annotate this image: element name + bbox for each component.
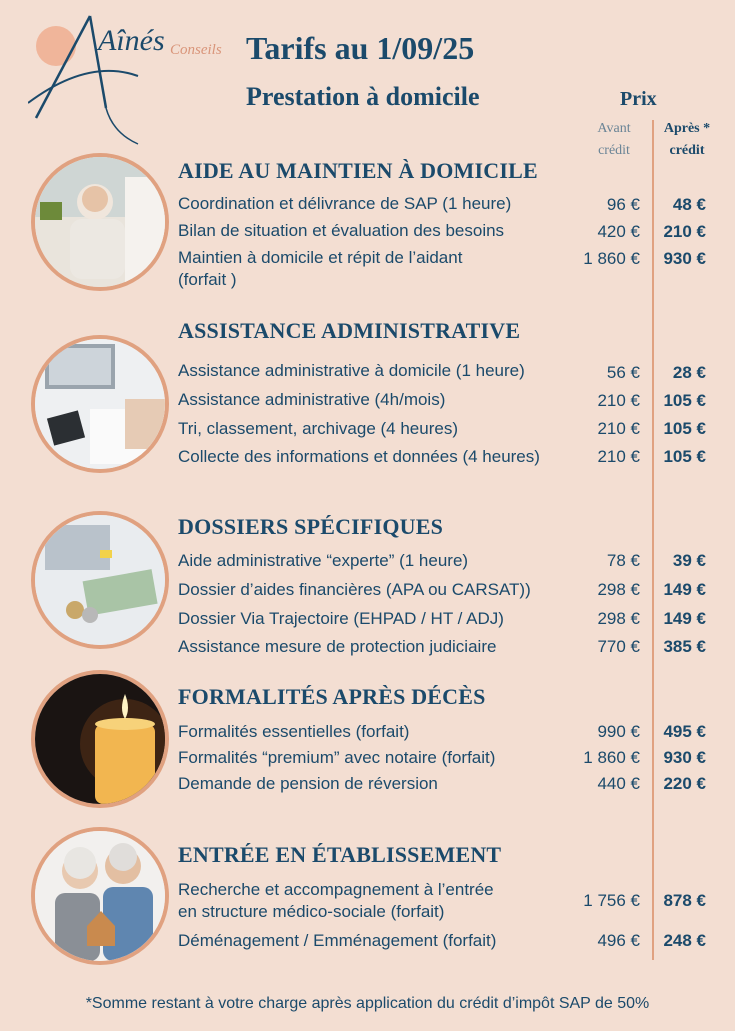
price-before-credit: 78 € xyxy=(606,551,640,570)
price-after-credit: 930 € xyxy=(663,748,706,767)
price-before-credit: 440 € xyxy=(597,774,640,793)
price-after-credit: 105 € xyxy=(663,447,706,466)
price-row-label: Dossier Via Trajectoire (EHPAD / HT / ADJ) xyxy=(178,609,504,628)
logo-brand: Aînés xyxy=(98,24,165,57)
section-title-deces: FORMALITÉS APRÈS DÉCÈS xyxy=(178,684,486,709)
price-before-credit: 210 € xyxy=(597,419,640,438)
price-after-credit: 105 € xyxy=(663,391,706,410)
price-row-label: Collecte des informations et données (4 heures) xyxy=(178,447,540,466)
price-row-label: Assistance administrative (4h/mois) xyxy=(178,390,446,409)
price-before-credit: 298 € xyxy=(597,609,640,628)
price-before-credit: 770 € xyxy=(597,637,640,656)
after-credit-header: Après * crédit xyxy=(663,121,711,158)
price-before-credit: 1 756 € xyxy=(583,891,640,910)
price-row-label: Dossier d’aides financières (APA ou CARSAT)) xyxy=(178,580,531,599)
section-title-administrative: ASSISTANCE ADMINISTRATIVE xyxy=(178,318,521,343)
price-before-credit: 210 € xyxy=(597,447,640,466)
price-after-credit: 149 € xyxy=(663,580,706,599)
price-row-label: Formalités essentielles (forfait) xyxy=(178,722,410,741)
price-row-label: Demande de pension de réversion xyxy=(178,774,438,793)
price-before-credit: 298 € xyxy=(597,580,640,599)
price-after-credit: 385 € xyxy=(663,637,706,656)
price-before-credit: 420 € xyxy=(597,222,640,241)
price-row-label: Aide administrative “experte” (1 heure) xyxy=(178,551,469,570)
before-credit-header: Avant crédit xyxy=(597,121,631,158)
price-after-credit: 220 € xyxy=(663,774,706,793)
price-before-credit: 496 € xyxy=(597,931,640,950)
price-after-credit: 878 € xyxy=(663,891,706,910)
price-before-credit: 990 € xyxy=(597,722,640,741)
photo-senior-couple xyxy=(31,827,169,965)
photo-money xyxy=(31,511,169,649)
price-row-label: Recherche et accompagnement à l’entrée en structure médico-sociale (forfait) xyxy=(178,880,494,921)
photo-paperwork xyxy=(31,335,169,473)
price-row-label: Bilan de situation et évaluation des besoins xyxy=(178,221,505,240)
price-after-credit: 105 € xyxy=(663,419,706,438)
price-row-label: Coordination et délivrance de SAP (1 heure) xyxy=(178,194,512,213)
price-row-label: Assistance administrative à domicile (1 heure) xyxy=(178,361,525,380)
price-row-label: Maintien à domicile et répit de l’aidant (forfait ) xyxy=(178,248,463,289)
price-row-label: Déménagement / Emménagement (forfait) xyxy=(178,931,497,950)
price-after-credit: 495 € xyxy=(663,722,706,741)
price-before-credit: 1 860 € xyxy=(583,748,640,767)
section-title-dossiers: DOSSIERS SPÉCIFIQUES xyxy=(178,514,444,539)
logo-sub: Conseils xyxy=(170,42,222,58)
price-after-credit: 210 € xyxy=(663,222,706,241)
price-before-credit: 96 € xyxy=(606,195,640,214)
price-after-credit: 930 € xyxy=(663,249,706,268)
footnote: *Somme restant à votre charge après application du crédit d’impôt SAP de 50% xyxy=(85,995,650,1012)
price-after-credit: 39 € xyxy=(672,551,706,570)
price-after-credit: 248 € xyxy=(663,931,706,950)
page-subtitle: Prestation à domicile xyxy=(246,82,480,111)
section-title-maintien: AIDE AU MAINTIEN À DOMICILE xyxy=(178,158,538,183)
price-after-credit: 149 € xyxy=(663,609,706,628)
price-header: Prix xyxy=(620,88,657,110)
price-row-label: Tri, classement, archivage (4 heures) xyxy=(178,419,458,438)
section-title-etablissement: ENTRÉE EN ÉTABLISSEMENT xyxy=(178,842,502,867)
price-before-credit: 1 860 € xyxy=(583,249,640,268)
price-row-label: Formalités “premium” avec notaire (forfait) xyxy=(178,748,496,767)
column-divider xyxy=(652,120,654,960)
price-after-credit: 28 € xyxy=(672,363,706,382)
price-before-credit: 56 € xyxy=(606,363,640,382)
price-row-label: Assistance mesure de protection judiciaire xyxy=(178,637,497,656)
page-title: Tarifs au 1/09/25 xyxy=(246,30,475,66)
photo-senior-care xyxy=(31,153,169,291)
price-after-credit: 48 € xyxy=(672,195,706,214)
photo-candle xyxy=(31,670,169,808)
price-before-credit: 210 € xyxy=(597,391,640,410)
